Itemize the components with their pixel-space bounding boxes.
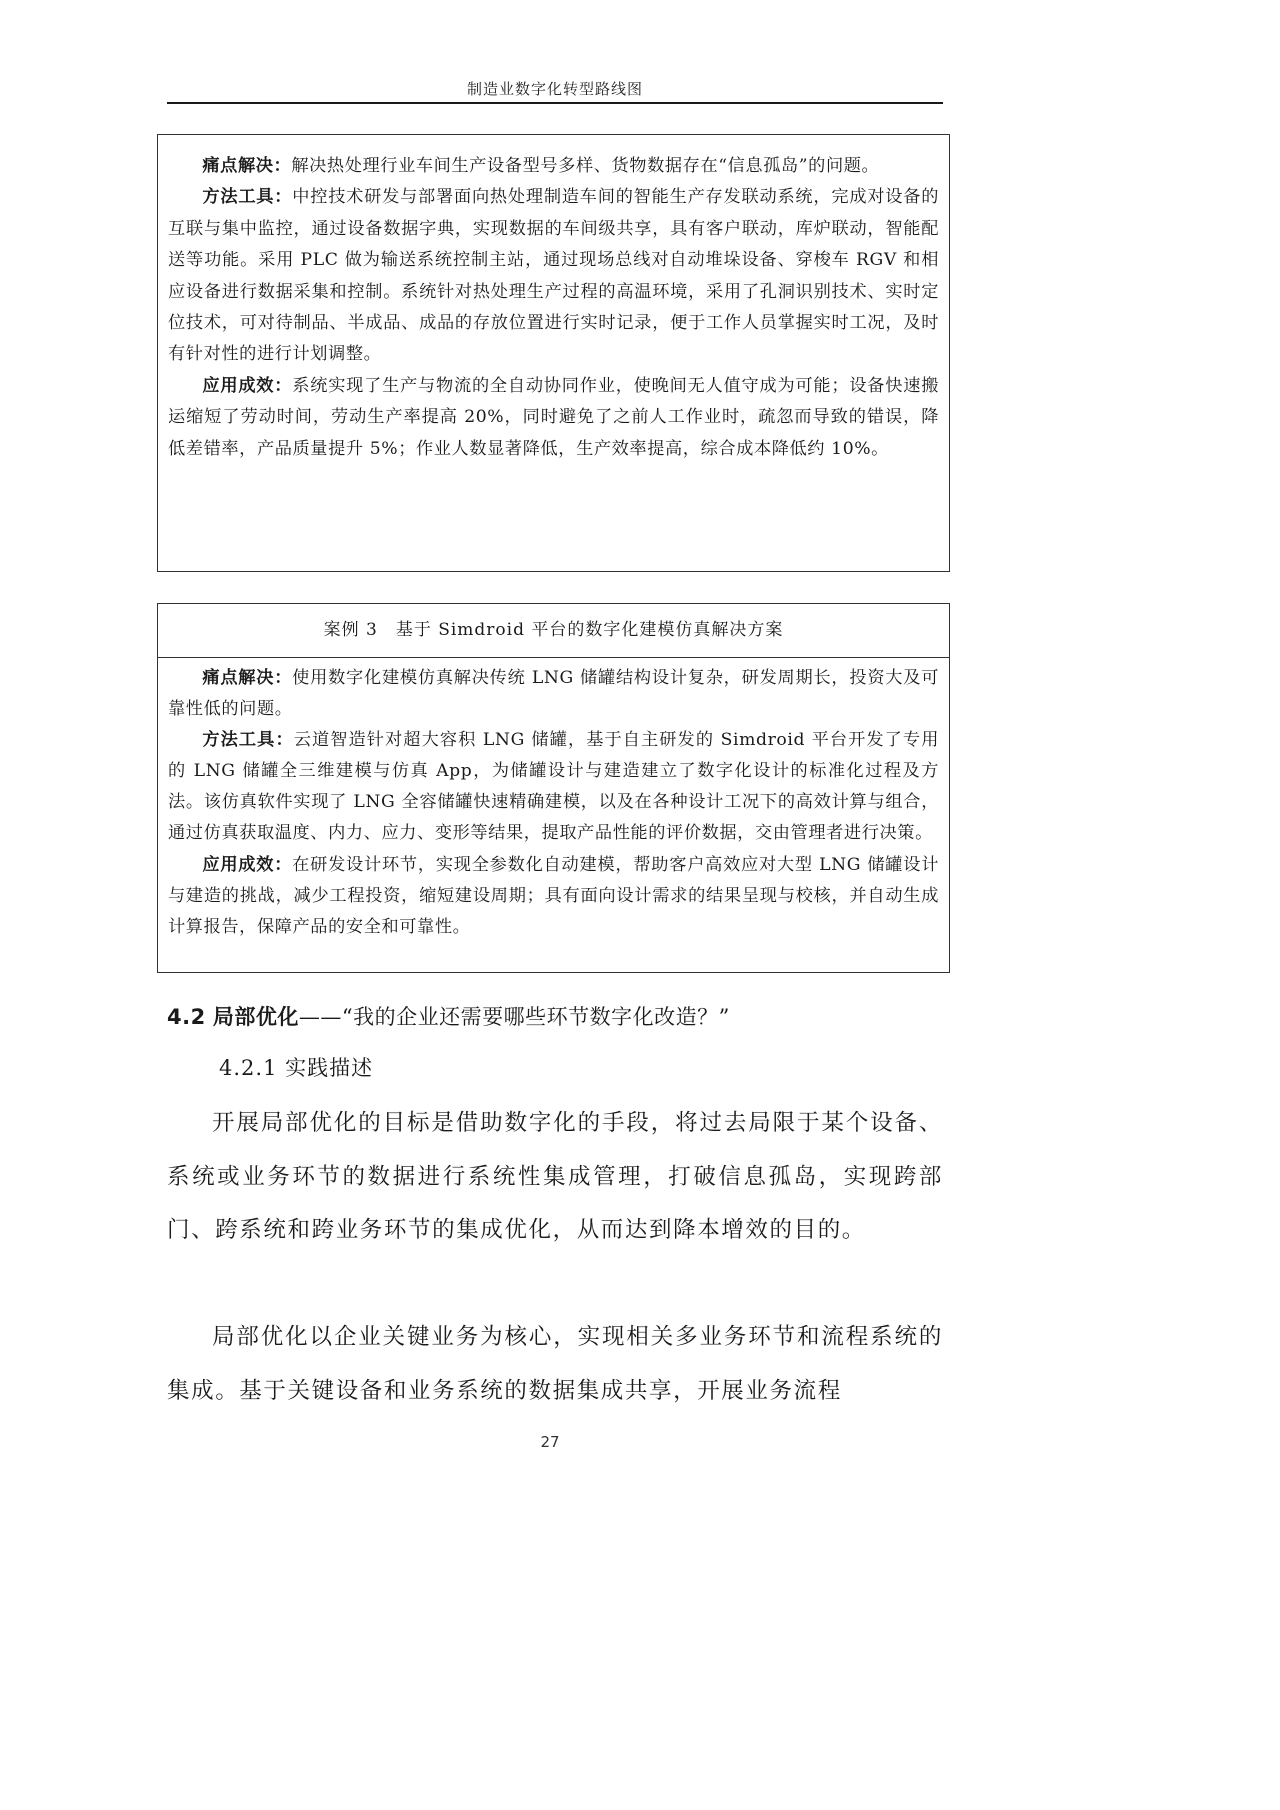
pain-point-paragraph bbox=[168, 151, 939, 182]
running-header: 制造业数字化转型路线图 bbox=[466, 80, 643, 98]
case-box-2 bbox=[157, 603, 950, 973]
header-rule bbox=[167, 102, 943, 104]
result-text: 在研发设计环节，实现全参数化自动建模，帮助客户高效应对大型 LNG 储罐设计与建造的挑战，减少工程投资，缩短建设周期；具有面向设计需求的结果呈现与校核，并自动生成计算报告，保障产品的安全和可靠性。 bbox=[168, 854, 939, 937]
section-subtitle: “我的企业还需要哪些环节数字化改造？” bbox=[341, 1005, 730, 1029]
case-box-1 bbox=[157, 134, 950, 572]
method-tool-label: 方法工具： bbox=[202, 187, 293, 208]
section-number: 4.2 bbox=[167, 1005, 206, 1029]
method-tool-text: 中控技术研发与部署面向热处理制造车间的智能生产存发联动系统，完成对设备的互联与集中监控，通过设备数据字典，实现数据的车间级共享，具有客户联动，库炉联动，智能配送等功能。采用 PLC 做为输送系统控制主站，通过现场总线对自动堆垛设备、穿梭车 RGV 和相应设备进行数据采集和控制。系统针对热处理生产过程的高温环境，采用了孔洞识别技术、实时定位技术，可对待制品、半成品、成品的存放位置进行实时记录，便于工作人员掌握实时工况，及时有针对性的进行计划调整。 bbox=[168, 187, 939, 365]
pain-point-text: 使用数字化建模仿真解决传统 LNG 储罐结构设计复杂，研发周期长，投资大及可靠性低的问题。 bbox=[168, 668, 939, 720]
result-paragraph bbox=[168, 850, 939, 943]
pain-point-paragraph bbox=[168, 663, 939, 725]
section-dash: —— bbox=[298, 1005, 342, 1029]
case-title: 案例 3 基于 Simdroid 平台的数字化建模仿真解决方案 bbox=[158, 604, 949, 658]
section-heading bbox=[167, 1001, 730, 1031]
pain-point-label: 痛点解决： bbox=[202, 156, 292, 176]
result-text: 系统实现了生产与物流的全自动协同作业，使晚间无人值守成为可能；设备快速搬运缩短了劳动时间，劳动生产率提高 20%，同时避免了之前人工作业时，疏忽而导致的错误，降低差错率，产品质量提升 5%；作业人数显著降低，生产效率提高，综合成本降低约 10%。 bbox=[168, 375, 939, 459]
body-paragraph-1-block bbox=[167, 1097, 943, 1258]
method-tool-paragraph bbox=[168, 182, 939, 370]
case-body bbox=[158, 658, 949, 943]
method-tool-paragraph bbox=[168, 725, 939, 849]
pain-point-label: 痛点解决： bbox=[202, 668, 293, 688]
method-tool-label: 方法工具： bbox=[202, 730, 294, 751]
page-number: 27 bbox=[540, 1433, 560, 1451]
result-label: 应用成效： bbox=[202, 854, 293, 875]
section-title: 局部优化 bbox=[212, 1005, 299, 1029]
result-paragraph bbox=[168, 371, 939, 465]
pain-point-text: 解决热处理行业车间生产设备型号多样、货物数据存在“信息孤岛”的问题。 bbox=[291, 156, 880, 176]
body-paragraph: 开展局部优化的目标是借助数字化的手段，将过去局限于某个设备、系统或业务环节的数据进行系统性集成管理，打破信息孤岛，实现跨部门、跨系统和跨业务环节的集成优化，从而达到降本增效的目的。 bbox=[167, 1110, 943, 1243]
body-paragraph-2-block bbox=[167, 1311, 943, 1418]
body-paragraph: 局部优化以企业关键业务为核心，实现相关多业务环节和流程系统的集成。基于关键设备和业务系统的数据集成共享，开展业务流程 bbox=[167, 1324, 943, 1404]
subsection-heading: 4.2.1 实践描述 bbox=[219, 1056, 374, 1080]
result-label: 应用成效： bbox=[202, 375, 293, 396]
method-tool-text: 云道智造针对超大容积 LNG 储罐，基于自主研发的 Simdroid 平台开发了专用的 LNG 储罐全三维建模与仿真 App，为储罐设计与建造建立了数字化设计的标准化过程及方法。该仿真软件实现了 LNG 全容储罐快速精确建模，以及在各种设计工况下的高效计算与组合，通过仿真获取温度、内力、应力、变形等结果，提取产品性能的评价数据，交由管理者进行决策。 bbox=[168, 730, 939, 844]
